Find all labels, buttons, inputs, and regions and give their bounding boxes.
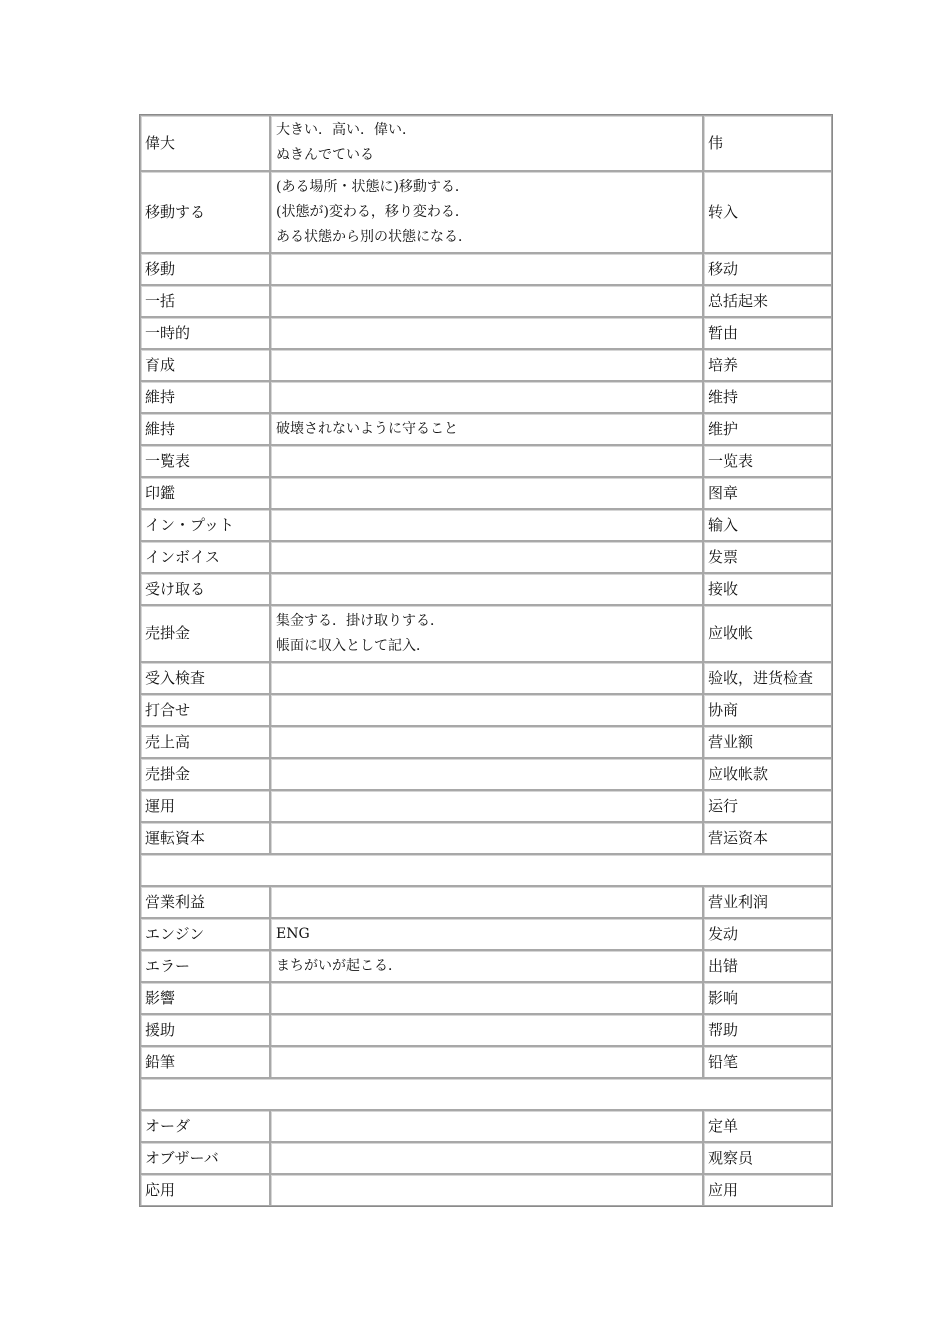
japanese-term-cell: 移動する [140,171,270,253]
table-row [140,694,832,726]
chinese-term-cell: 营运资本 [703,822,832,854]
meaning-cell [270,726,703,758]
table-row [140,317,832,349]
japanese-term-cell: 打合せ [140,694,270,726]
japanese-term-cell: 受け取る [140,573,270,605]
chinese-term-cell: 伟 [703,115,832,171]
meaning-cell [270,381,703,413]
meaning-cell [270,285,703,317]
chinese-term-cell: 发动 [703,918,832,950]
japanese-term-cell: 運転資本 [140,822,270,854]
meaning-cell [270,822,703,854]
meaning-cell [270,758,703,790]
meaning-cell [270,171,703,253]
meaning-cell [270,445,703,477]
meaning-cell [270,662,703,694]
chinese-term-cell: 应用 [703,1174,832,1206]
japanese-term-cell: 維持 [140,413,270,445]
table-row [140,758,832,790]
meaning-line: 破壊されないように守ること [276,420,458,437]
meaning-cell [270,1174,703,1206]
meaning-cell [270,253,703,285]
table-row [140,790,832,822]
meaning-cell [270,1110,703,1142]
meaning-cell [270,349,703,381]
chinese-term-cell: 营业额 [703,726,832,758]
meaning-cell [270,477,703,509]
table-row [140,477,832,509]
meaning-cell [270,1046,703,1078]
japanese-term-cell: インボイス [140,541,270,573]
meaning-cell [270,1014,703,1046]
table-row [140,605,832,662]
meaning-line: 帳面に収入として記入． [276,637,430,654]
chinese-term-cell: 出错 [703,950,832,982]
chinese-term-cell: 发票 [703,541,832,573]
meaning-cell [270,790,703,822]
meaning-line: (状態が)変わる，移り変わる． [276,203,469,220]
meaning-line: ENG [276,925,310,942]
japanese-term-cell: 育成 [140,349,270,381]
chinese-term-cell: 图章 [703,477,832,509]
table-row [140,171,832,253]
meaning-cell [270,886,703,918]
chinese-term-cell: 接收 [703,573,832,605]
chinese-term-cell: 观察员 [703,1142,832,1174]
meaning-cell [270,694,703,726]
section-divider-row [140,854,832,886]
chinese-term-cell: 验收，进货检查 [703,662,832,694]
table-row [140,349,832,381]
chinese-term-cell: 培养 [703,349,832,381]
japanese-term-cell: 偉大 [140,115,270,171]
meaning-line: 大きい．高い．偉い． [276,122,416,138]
table-row [140,822,832,854]
chinese-term-cell: 运行 [703,790,832,822]
meaning-cell [270,509,703,541]
table-row [140,253,832,285]
table-row [140,115,832,171]
japanese-term-cell: エンジン [140,918,270,950]
section-divider-row [140,1078,832,1110]
chinese-term-cell: 输入 [703,509,832,541]
japanese-term-cell: 売上高 [140,726,270,758]
meaning-line: 集金する．掛け取りする． [276,612,444,629]
chinese-term-cell: 暂由 [703,317,832,349]
table-row [140,1174,832,1206]
table-row [140,1046,832,1078]
japanese-term-cell: イン・プット [140,509,270,541]
japanese-term-cell: オブザーバ [140,1142,270,1174]
section-divider-cell [140,854,832,886]
chinese-term-cell: 一览表 [703,445,832,477]
meaning-line: ぬきんでている [276,147,374,163]
chinese-term-cell: 转入 [703,171,832,253]
table-row [140,1142,832,1174]
meaning-cell [270,115,703,171]
table-row [140,886,832,918]
japanese-term-cell: 一覧表 [140,445,270,477]
table-row [140,950,832,982]
japanese-term-cell: 鉛筆 [140,1046,270,1078]
meaning-line: (ある場所・状態に)移動する． [276,178,469,195]
meaning-line: まちがいが起こる． [276,957,402,974]
chinese-term-cell: 营业利润 [703,886,832,918]
japanese-term-cell: エラー [140,950,270,982]
japanese-term-cell: 運用 [140,790,270,822]
chinese-term-cell: 应收帐 [703,605,832,662]
chinese-term-cell: 移动 [703,253,832,285]
chinese-term-cell: 影响 [703,982,832,1014]
chinese-term-cell: 协商 [703,694,832,726]
japanese-term-cell: 移動 [140,253,270,285]
japanese-term-cell: 売掛金 [140,758,270,790]
chinese-term-cell: 维持 [703,381,832,413]
meaning-cell [270,950,703,982]
japanese-term-cell: 影響 [140,982,270,1014]
table-row [140,285,832,317]
table-row [140,662,832,694]
chinese-term-cell: 帮助 [703,1014,832,1046]
table-row [140,1110,832,1142]
table-row [140,726,832,758]
glossary-table [139,114,833,1207]
meaning-cell [270,541,703,573]
chinese-term-cell: 维护 [703,413,832,445]
japanese-term-cell: オーダ [140,1110,270,1142]
table-row [140,982,832,1014]
table-row [140,918,832,950]
chinese-term-cell: 应收帐款 [703,758,832,790]
japanese-term-cell: 応用 [140,1174,270,1206]
japanese-term-cell: 印鑑 [140,477,270,509]
table-row [140,573,832,605]
japanese-term-cell: 援助 [140,1014,270,1046]
meaning-line: ある状態から別の状態になる． [276,228,472,245]
glossary-body [140,115,832,1206]
table-row [140,413,832,445]
chinese-term-cell: 总括起来 [703,285,832,317]
table-row [140,509,832,541]
japanese-term-cell: 維持 [140,381,270,413]
japanese-term-cell: 受入検査 [140,662,270,694]
meaning-cell [270,317,703,349]
table-row [140,445,832,477]
chinese-term-cell: 定单 [703,1110,832,1142]
meaning-cell [270,605,703,662]
japanese-term-cell: 営業利益 [140,886,270,918]
meaning-cell [270,573,703,605]
japanese-term-cell: 売掛金 [140,605,270,662]
section-divider-cell [140,1078,832,1110]
table-row [140,1014,832,1046]
meaning-cell [270,982,703,1014]
table-row [140,381,832,413]
chinese-term-cell: 铅笔 [703,1046,832,1078]
meaning-cell [270,918,703,950]
japanese-term-cell: 一時的 [140,317,270,349]
meaning-cell [270,1142,703,1174]
japanese-term-cell: 一括 [140,285,270,317]
table-row [140,541,832,573]
meaning-cell [270,413,703,445]
